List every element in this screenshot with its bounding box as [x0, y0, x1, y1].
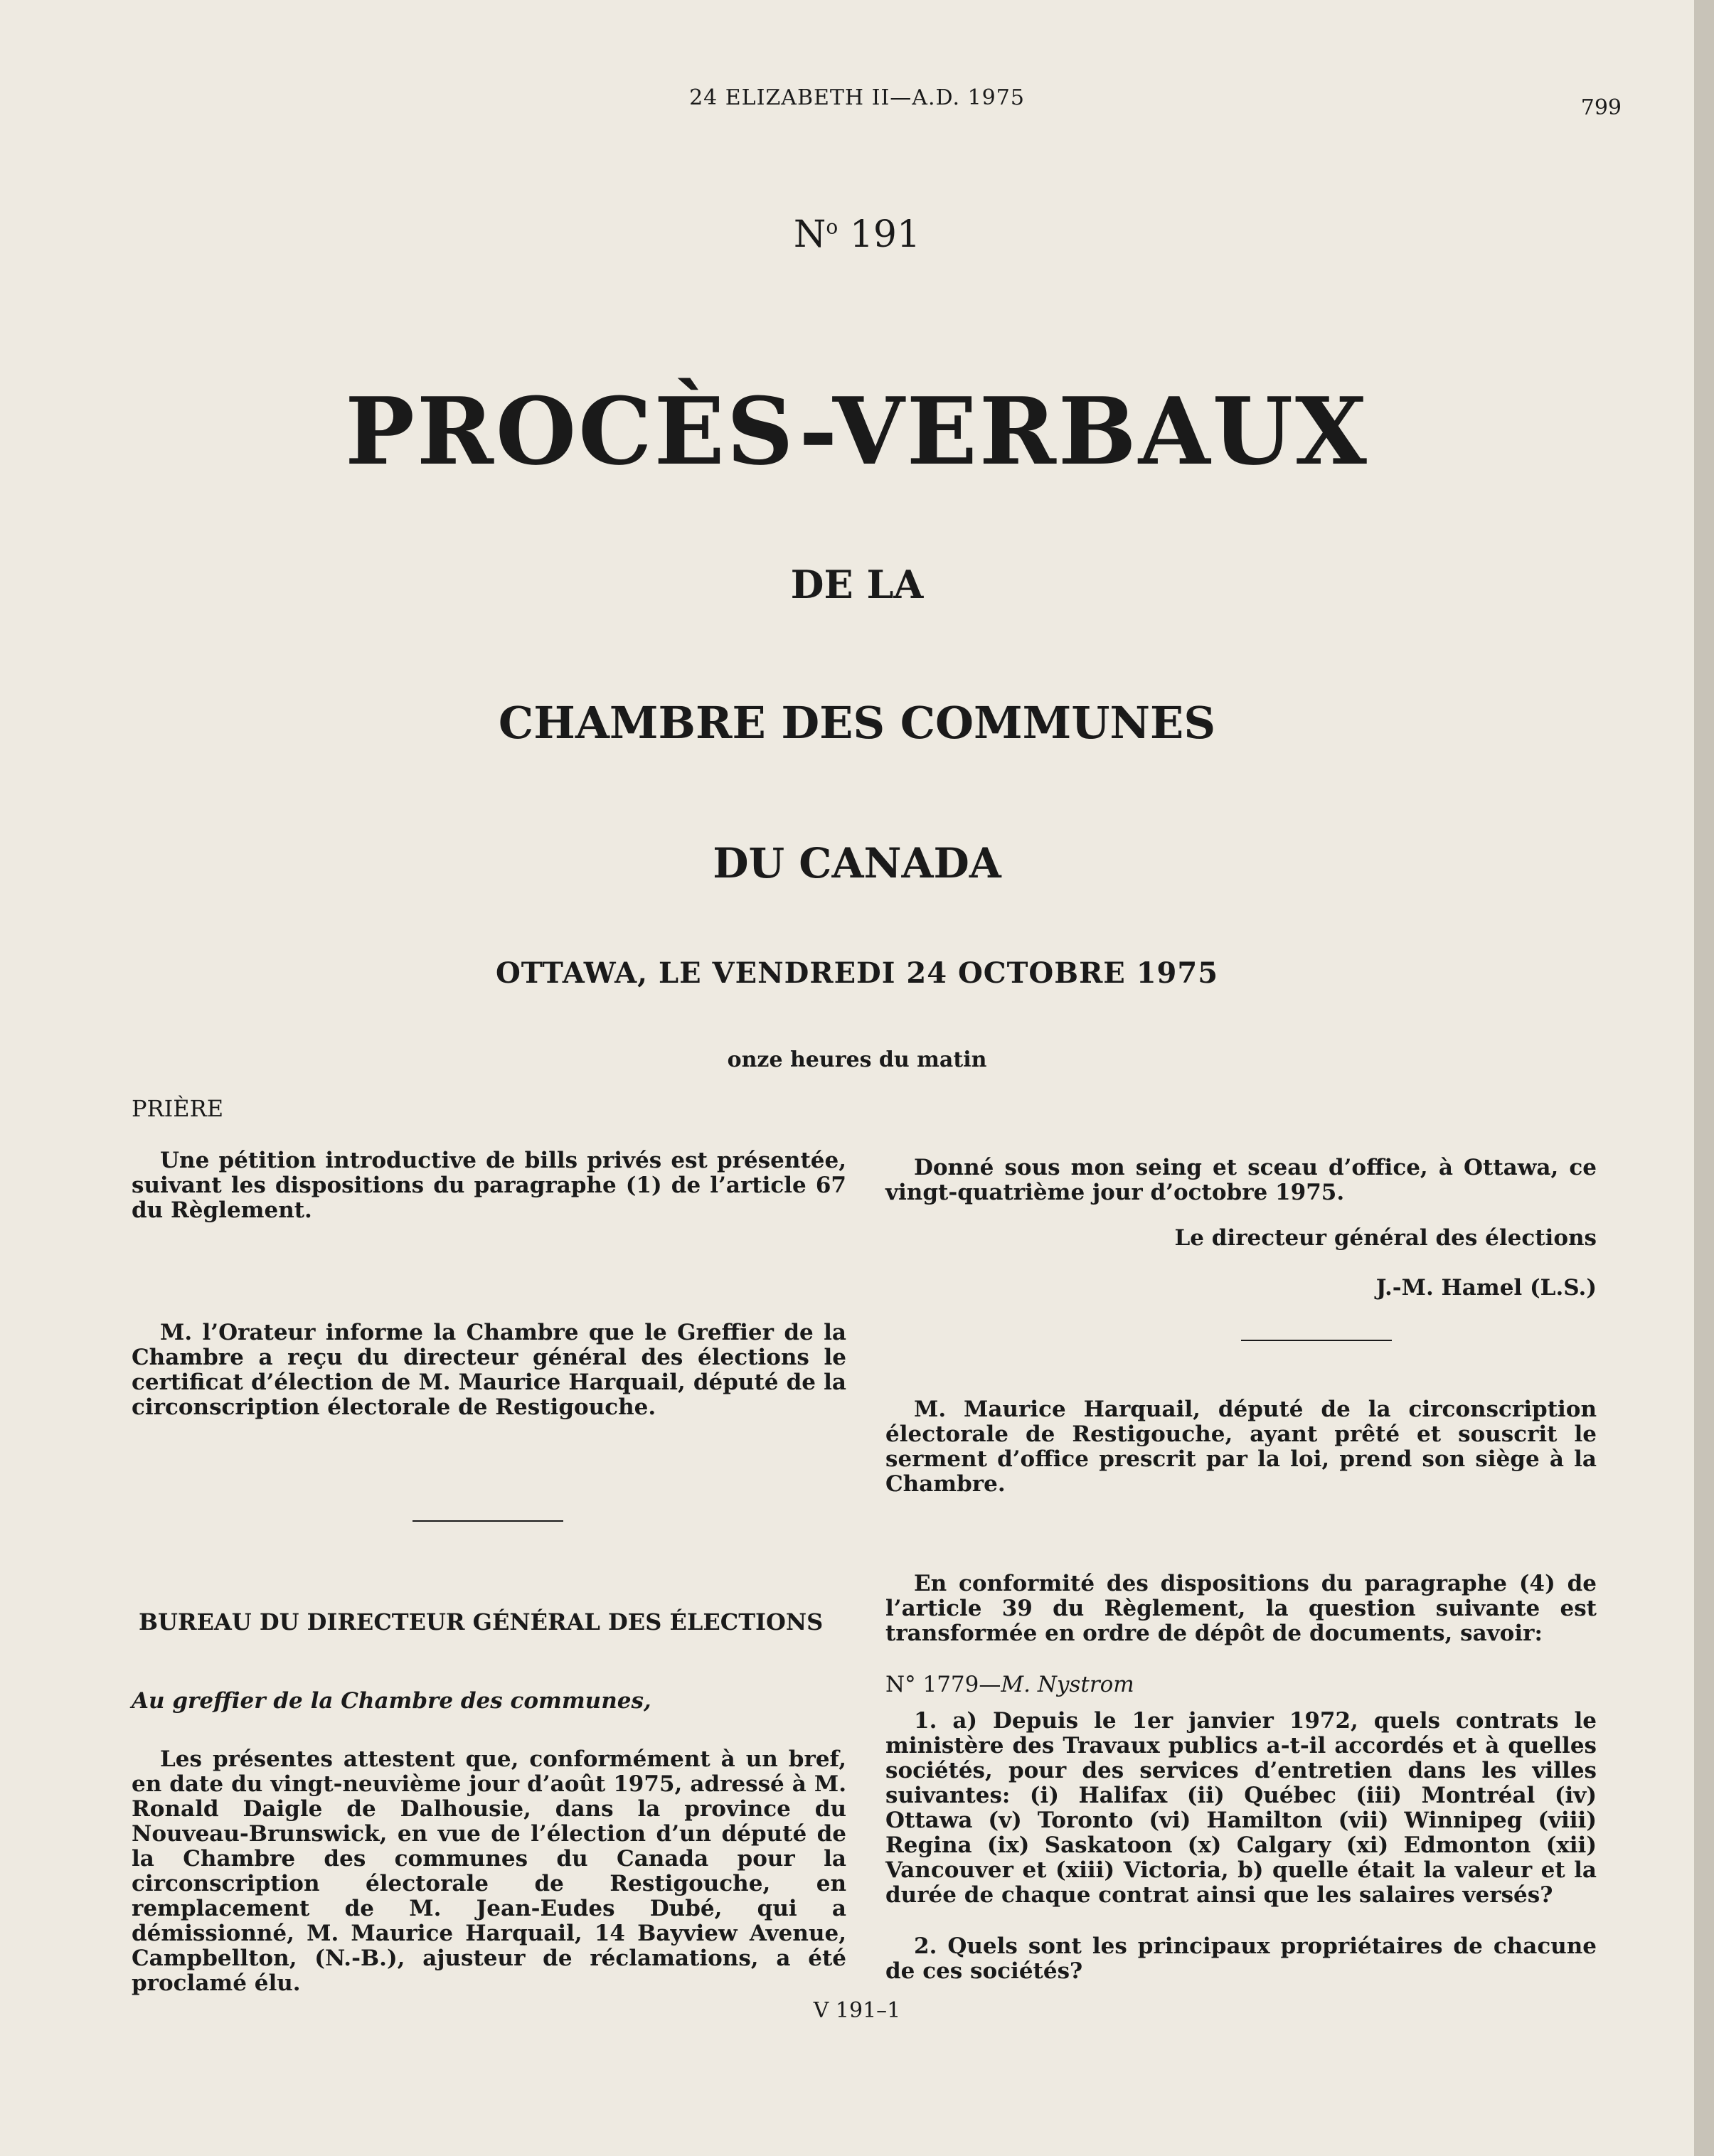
running-header: 24 ELIZABETH II—A.D. 1975 — [689, 85, 1025, 110]
petition-paragraph: Une pétition introductive de bills privés est présentée, suivant les dispositions du paragraphe (1) de l’article 67 du Règlement. — [132, 1148, 846, 1223]
attestation-paragraph: Les présentes attestent que, conformément à un bref, en date du vingt-neuvième jour d’août 1975, adressé à M. Ronald Daigle de Dalhousie, dans la province du Nouveau-Brunswick, en vue de l’élection d’un député de la Chambre des communes du Canada pour la circonscription électorale de Restigouche, en remplacement de M. Jean-Eudes Dubé, qui a démissionné, M. Maurice Harquail, 14 Bayview Avenue, Campbellton, (N.-B.), ajusteur de réclamations, a été proclamé élu. — [132, 1746, 846, 1996]
footer-code: V 191–1 — [813, 1998, 901, 2023]
priere-heading: PRIÈRE — [132, 1095, 224, 1122]
donne-paragraph: Donné sous mon seing et sceau d’office, à Ottawa, ce vingt-quatrième jour d’octobre 1975. — [885, 1155, 1597, 1205]
bureau-heading: BUREAU DU DIRECTEUR GÉNÉRAL DES ÉLECTIONS — [139, 1608, 824, 1635]
issue-number-prefix: N — [793, 213, 826, 256]
title-canada: DU CANADA — [713, 839, 1001, 887]
orateur-paragraph: M. l’Orateur informe la Chambre que le Greffier de la Chambre a reçu du directeur général des élections le certificat d’élection de M. Maurice Harquail, député de la circonscription électorale de Restigouche. — [132, 1320, 846, 1420]
signer-title: Le directeur général des élections — [1174, 1225, 1597, 1251]
sitting-date: OTTAWA, LE VENDREDI 24 OCTOBRE 1975 — [495, 956, 1219, 990]
question-part-2: 2. Quels sont les principaux propriétaires de chacune de ces sociétés? — [885, 1933, 1597, 1984]
question-author: M. Nystrom — [1001, 1672, 1134, 1697]
question-label — [885, 1672, 1597, 1697]
salutation: Au greffier de la Chambre des communes, — [132, 1688, 651, 1714]
harquail-paragraph: M. Maurice Harquail, député de la circonscription électorale de Restigouche, ayant prêté et souscrit le serment d’office prescrit par la loi, prend son siège à la Chambre. — [885, 1397, 1597, 1497]
separator-rule-right — [1241, 1340, 1392, 1341]
title-de-la: DE LA — [790, 562, 924, 607]
issue-number — [0, 213, 1714, 256]
page-edge — [1694, 0, 1714, 2156]
signer-name: J.-M. Hamel (L.S.) — [1375, 1275, 1597, 1301]
title-chambre: CHAMBRE DES COMMUNES — [498, 697, 1216, 749]
question-number: N° 1779— — [885, 1672, 1001, 1697]
question-part-1: 1. a) Depuis le 1er janvier 1972, quels contrats le ministère des Travaux publics a-t-il accordés et à quelles sociétés, pour des services d’entretien dans les villes suivantes: (i) Halifax (ii) Québec (iii) Montréal (iv) Ottawa (v) Toronto (vi) Hamilton (vii) Winnipeg (viii) Regina (ix) Saskatoon (x) Calgary (xi) Edmonton (xii) Vancouver et (xiii) Victoria, b) quelle était la valeur et la durée de chaque contrat ainsi que les salaires versés? — [885, 1708, 1597, 1908]
conformite-paragraph: En conformité des dispositions du paragraphe (4) de l’article 39 du Règlement, la question suivante est transformée en ordre de dépôt de documents, savoir: — [885, 1571, 1597, 1646]
document-title: PROCÈS-VERBAUX — [345, 377, 1369, 486]
issue-number-sup: o — [826, 215, 839, 239]
separator-rule-left — [412, 1520, 563, 1522]
issue-number-value: 191 — [849, 213, 921, 256]
sitting-time: onze heures du matin — [727, 1047, 987, 1072]
page-number: 799 — [1580, 95, 1622, 120]
